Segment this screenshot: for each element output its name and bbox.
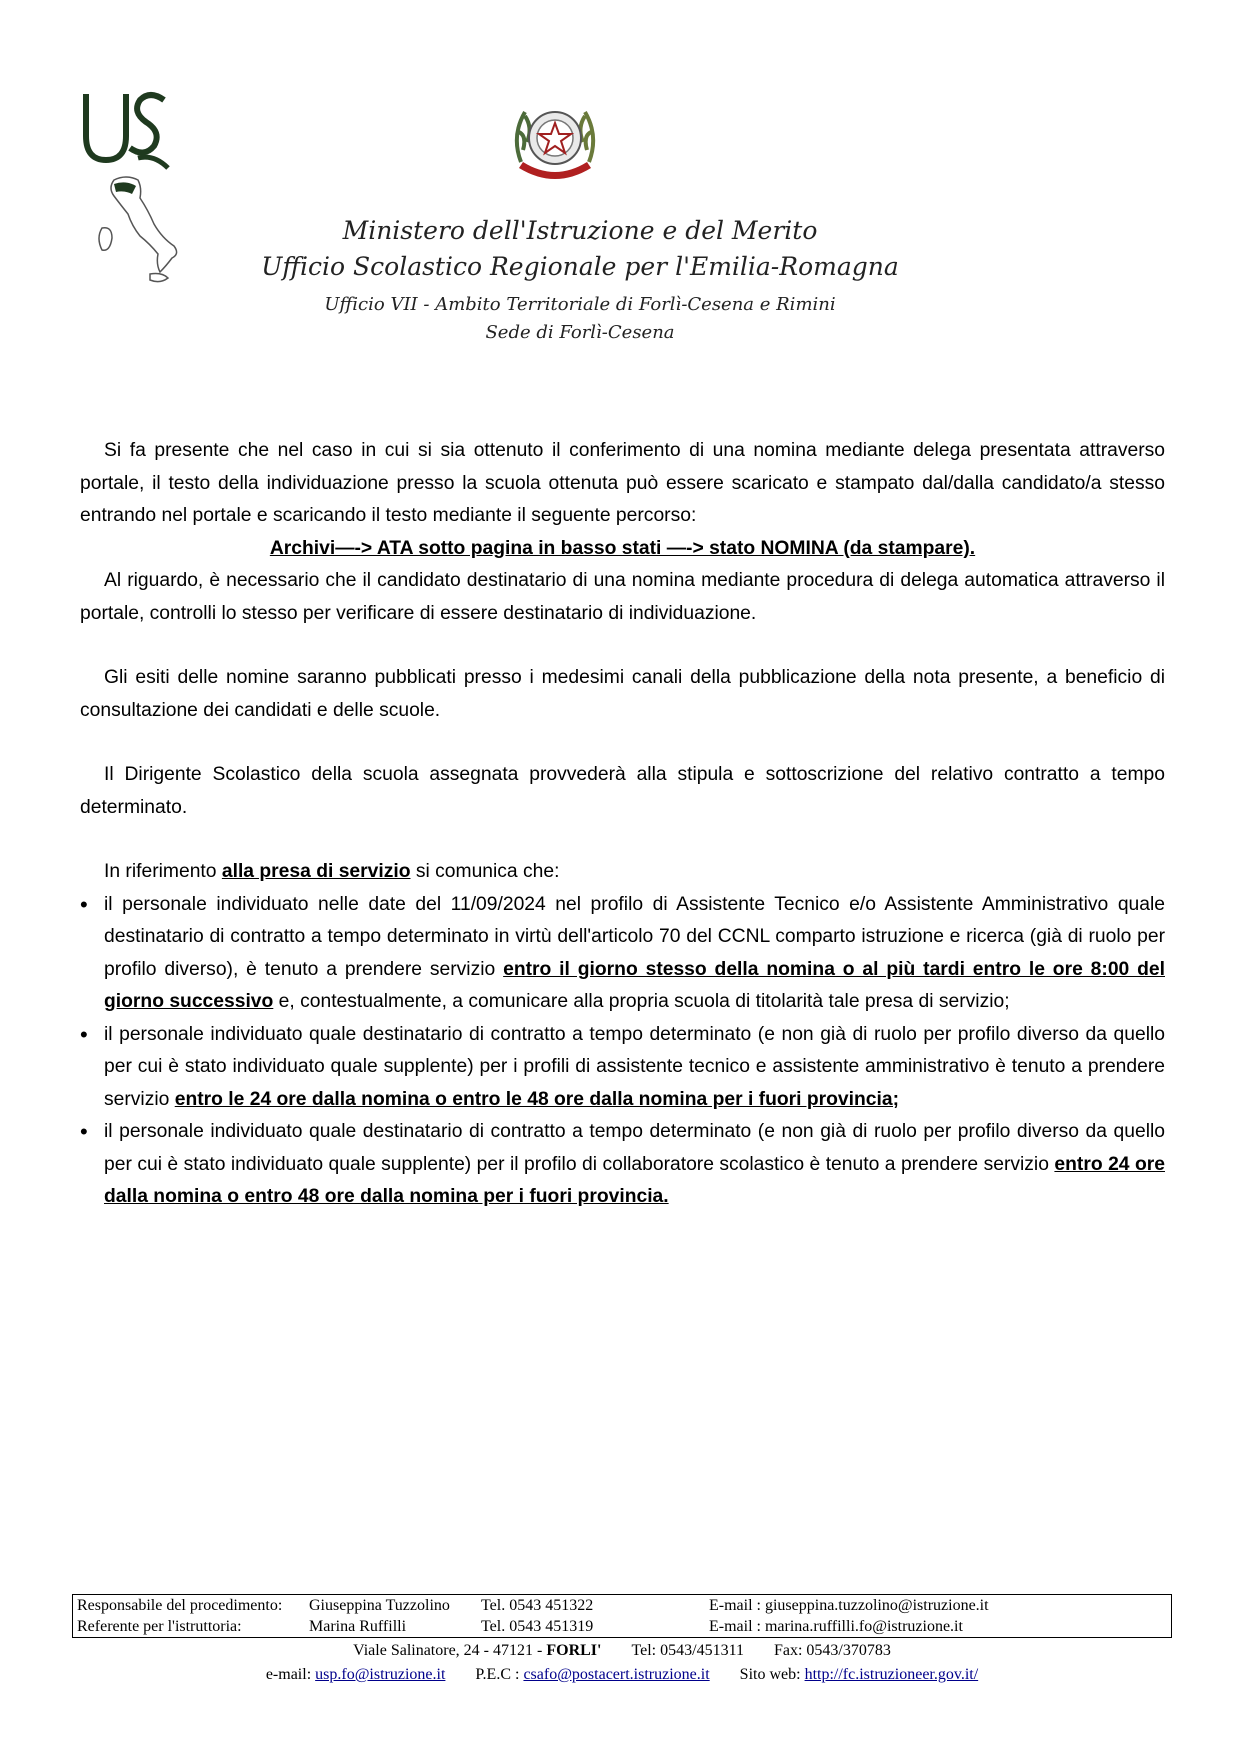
list-item bbox=[80, 889, 1165, 1019]
website-label: Sito web: bbox=[739, 1666, 801, 1683]
rule-text: il personale individuato quale destinatario di contratto a tempo determinato (e non già di ruolo per profilo diverso da quello per cui è stato individuato quale supplente) per il profilo di collaboratore scolastico è tenuto a prendere servizio bbox=[104, 1121, 1165, 1175]
document-body bbox=[80, 435, 1165, 1214]
address-street: Viale Salinatore, 24 - 47121 - bbox=[353, 1642, 547, 1659]
contact-row-referent bbox=[77, 1616, 1167, 1637]
regional-office-name: Ufficio Scolastico Regionale per l'Emilia-Romagna bbox=[261, 252, 899, 281]
footer bbox=[72, 1594, 1172, 1686]
paragraph-verification: Al riguardo, è necessario che il candidato destinatario di una nomina mediante procedura di delega automatica attraverso il portale, controlli lo stesso per verificare di essere destinatario di individuazione. bbox=[80, 570, 1165, 624]
service-rules-list bbox=[80, 889, 1165, 1214]
contact-label: Responsabile del procedimento: bbox=[77, 1597, 283, 1614]
paragraph-service-intro bbox=[80, 856, 1165, 889]
contact-label: Referente per l'istruttoria: bbox=[77, 1618, 242, 1635]
address-city: FORLI' bbox=[546, 1642, 602, 1659]
rule-text-end: e, contestualmente, a comunicare alla propria scuola di titolarità tale presa di servizio; bbox=[273, 991, 1010, 1012]
rule-deadline: entro le 24 ore dalla nomina o entro le 48 ore dalla nomina per i fuori provincia; bbox=[174, 1088, 900, 1110]
office-seat: Sede di Forlì-Cesena bbox=[485, 322, 675, 343]
contact-email: E-mail : giuseppina.tuzzolino@istruzione.it bbox=[709, 1597, 989, 1614]
office-links bbox=[72, 1664, 1172, 1686]
intro-text: In riferimento bbox=[104, 861, 222, 882]
office-division: Ufficio VII - Ambito Territoriale di Forlì-Cesena e Rimini bbox=[324, 294, 836, 315]
rule-text: il personale individuato nelle date del 11/09/2024 nel profilo di Assistente Tecnico e/o Assistente Amministrativo quale destinatario di contratto a tempo determinato in virtù dell'articolo 70 del CCNL comparto istruzione e ricerca (già di ruolo per profilo diverso), è tenuto a prendere servizio bbox=[104, 893, 1165, 980]
contacts-box bbox=[72, 1594, 1172, 1638]
republic-emblem bbox=[505, 92, 605, 192]
pec-label: P.E.C : bbox=[475, 1666, 520, 1683]
ministry-name: Ministero dell'Istruzione e del Merito bbox=[342, 216, 818, 245]
office-fax: Fax: 0543/370783 bbox=[773, 1642, 891, 1659]
contact-phone: Tel. 0543 451322 bbox=[481, 1597, 594, 1614]
paragraph-portal-download: Si fa presente che nel caso in cui si sia ottenuto il conferimento di una nomina mediante delega presentata attraverso portale, il testo della individuazione presso la scuola ottenuta può essere scaricato e stampato dal/dalla candidato/a stesso entrando nel portale e scaricando il testo mediante il seguente percorso: bbox=[80, 440, 1165, 526]
contact-row-responsible bbox=[77, 1595, 1167, 1616]
rule-deadline: entro 24 ore dalla nomina o entro 48 ore dalla nomina per i fuori provincia. bbox=[104, 1153, 1165, 1207]
contact-phone: Tel. 0543 451319 bbox=[481, 1618, 594, 1635]
office-address bbox=[72, 1640, 1172, 1662]
contact-name: Giuseppina Tuzzolino bbox=[309, 1597, 450, 1614]
paragraph-contract: Il Dirigente Scolastico della scuola assegnata provvederà alla stipula e sottoscrizione del relativo contratto a tempo determinato. bbox=[80, 764, 1165, 818]
email-label: e-mail: bbox=[265, 1666, 312, 1683]
list-item bbox=[80, 1116, 1165, 1214]
contact-email: E-mail : marina.ruffilli.fo@istruzione.it bbox=[709, 1618, 963, 1635]
office-email-link[interactable]: usp.fo@istruzione.it bbox=[315, 1666, 446, 1683]
list-item bbox=[80, 1019, 1165, 1117]
intro-text-end: si comunica che: bbox=[410, 861, 560, 882]
portal-path: Archivi—-> ATA sotto pagina in basso stati —-> stato NOMINA (da stampare). bbox=[269, 537, 976, 559]
rule-deadline: entro il giorno stesso della nomina o al più tardi entro le ore 8:00 del giorno successivo bbox=[104, 958, 1165, 1012]
intro-emphasis: alla presa di servizio bbox=[221, 861, 411, 882]
letterhead bbox=[150, 213, 1010, 347]
paragraph-results-publication: Gli esiti delle nomine saranno pubblicati presso i medesimi canali della pubblicazione della nota presente, a beneficio di consultazione dei candidati e delle scuole. bbox=[80, 667, 1165, 721]
rule-text: il personale individuato quale destinatario di contratto a tempo determinato (e non già di ruolo per profilo diverso da quello per cui è stato individuato quale supplente) per i profili di assistente tecnico e assistente amministrativo è tenuto a prendere servizio bbox=[104, 1023, 1165, 1110]
contact-name: Marina Ruffilli bbox=[309, 1618, 407, 1635]
pec-email-link[interactable]: csafo@postacert.istruzione.it bbox=[523, 1666, 710, 1683]
office-phone: Tel: 0543/451311 bbox=[631, 1642, 744, 1659]
website-link[interactable]: http://fc.istruzioneer.gov.it/ bbox=[804, 1666, 979, 1683]
